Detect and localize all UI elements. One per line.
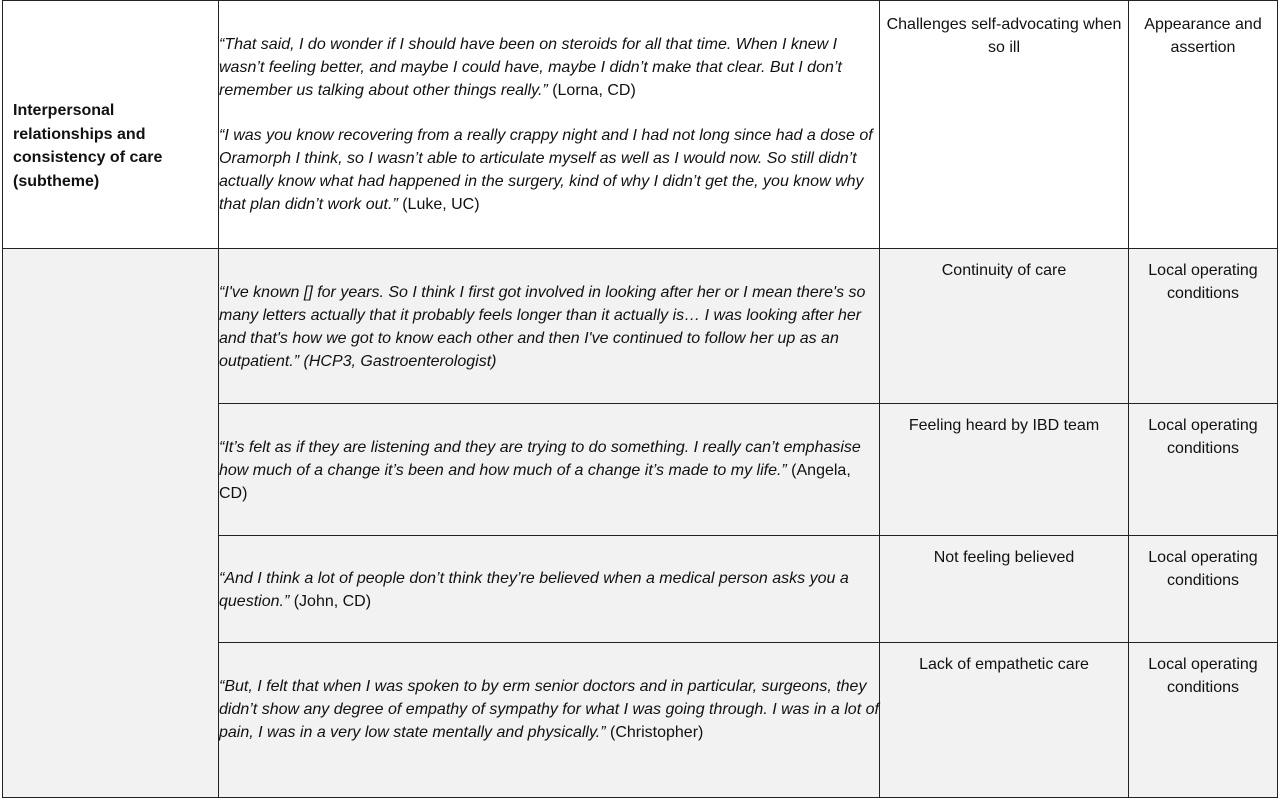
code-cell <box>880 643 1129 798</box>
quote-cell <box>219 1 880 249</box>
category-cell <box>1129 249 1278 404</box>
category-label: Local operating conditions <box>1148 262 1258 302</box>
code-label: Challenges self-advocating when so ill <box>886 16 1122 56</box>
code-cell <box>880 536 1129 643</box>
subtheme-label: Interpersonal relationships and consistency of care (subtheme) <box>13 102 163 190</box>
quote-cell <box>219 643 880 798</box>
code-label: Continuity of care <box>941 262 1067 279</box>
category-label: Local operating conditions <box>1148 549 1258 589</box>
qualitative-themes-table <box>2 0 1278 798</box>
code-label: Lack of empathetic care <box>919 656 1089 673</box>
category-cell <box>1129 1 1278 249</box>
participant-quote: “And I think a lot of people don’t think they’re believed when a medical person asks you a question.” (John, CD) <box>219 570 849 610</box>
participant-quote: “That said, I do wonder if I should have been on steroids for all that time. When I knew I wasn’t feeling better, and maybe I could have, maybe I didn’t make that clear. But I don’t remember us talking about other things really.” (Lorna, CD) <box>219 36 842 99</box>
quote-cell <box>219 249 880 404</box>
code-label: Not feeling believed <box>933 549 1075 566</box>
category-cell <box>1129 536 1278 643</box>
code-cell <box>880 404 1129 536</box>
category-cell <box>1129 643 1278 798</box>
table-row <box>3 249 1278 404</box>
participant-quote: “It’s felt as if they are listening and they are trying to do something. I really can’t emphasise how much of a change it’s been and how much of a change it’s made to my life.” (Angela, CD) <box>219 439 861 502</box>
theme-cell <box>3 102 219 798</box>
category-label: Local operating conditions <box>1148 656 1258 696</box>
quote-cell <box>219 404 880 536</box>
code-label: Feeling heard by IBD team <box>908 417 1100 434</box>
participant-quote: “But, I felt that when I was spoken to by erm senior doctors and in particular, surgeons, they didn’t show any degree of empathy of sympathy for what I was going through. I was in a lot of pain, I was in a very low state mentally and physically.” (Christopher) <box>219 678 879 741</box>
code-cell <box>880 1 1129 249</box>
participant-quote: “I've known [] for years. So I think I first got involved in looking after her or I mean there's so many letters actually that it probably feels longer than it actually is… I was looking after her and that's how we got to know each other and then I've continued to follow her up as an outpatient.” (HCP3, Gastroenterologist) <box>219 284 866 370</box>
participant-quote: “I was you know recovering from a really crappy night and I had not long since had a dose of Oramorph I think, so I wasn’t able to articulate myself as well as I would now. So still didn’t actually know what had happened in the surgery, kind of why I didn’t get the, you know why that plan didn’t work out.” (Luke, UC) <box>219 127 873 213</box>
code-cell <box>880 249 1129 404</box>
category-cell <box>1129 404 1278 536</box>
category-label: Local operating conditions <box>1148 417 1258 457</box>
category-label: Appearance and assertion <box>1144 16 1262 56</box>
quote-cell <box>219 536 880 643</box>
